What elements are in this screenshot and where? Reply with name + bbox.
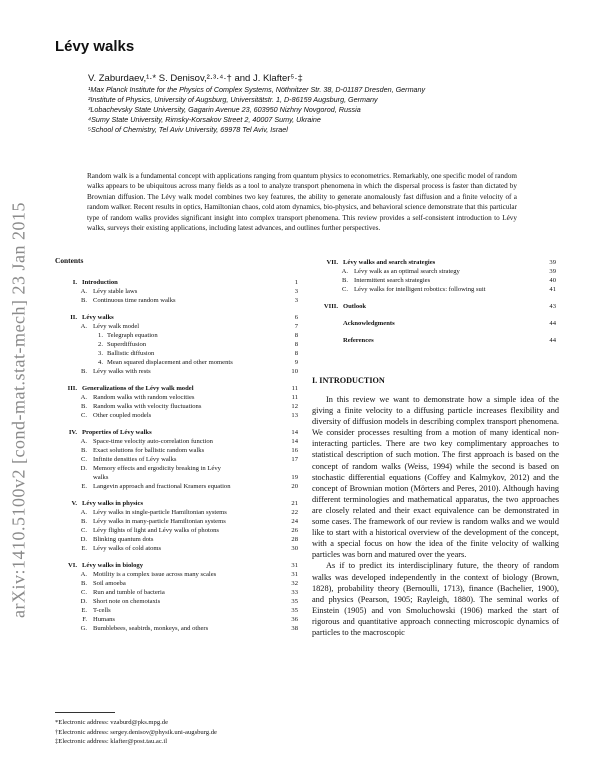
toc-subsection-entry[interactable] [55, 526, 298, 535]
toc-entry-page: 14 [291, 438, 298, 445]
toc-entry-number: E. [81, 483, 87, 490]
toc-subsection-entry[interactable] [55, 624, 298, 633]
toc-entry-page: 26 [291, 527, 298, 534]
section-heading: I. INTRODUCTION [312, 376, 385, 385]
toc-entry-label: Motility is a complex issue across many scales [93, 571, 217, 578]
paper-title: Lévy walks [55, 38, 135, 55]
toc-entry-page: 44 [549, 337, 556, 344]
toc-subsection-entry[interactable] [55, 331, 298, 340]
abstract: Random walk is a fundamental concept with applications ranging from quantum physics to econometrics. Remarkably, one specific model of random walks appears to be ubiquitous across many fields as a tool to analyze transport phenomena in which the dispersal process is faster than dictated by Brownian diffusion. The Lévy walk model combines two key features, the ability to generate anomalously fast diffusion and a finite velocity of a random walker. Recent results in optics, Hamiltonian chaos, cold atom dynamics, bio-physics, and behavioral science demonstrate that this particular type of random walks provides significant insight into complex transport phenomena. This review provides a self-consistent introduction to Lévy walks, surveys their existing applications, including latest advances, and outlines further perspectives. [87, 172, 517, 233]
toc-subsection-entry[interactable] [55, 349, 298, 358]
toc-entry-label: Generalizations of the Lévy walk model [82, 385, 194, 392]
toc-entry-label: Soil amoeba [93, 580, 126, 587]
toc-entry-number: E. [81, 545, 87, 552]
toc-entry-number: B. [80, 368, 87, 375]
toc-subsection-entry[interactable] [55, 482, 298, 491]
toc-entry-page: 19 [291, 474, 298, 481]
arxiv-side-stamp [6, 180, 32, 640]
toc-entry-page: 31 [291, 562, 298, 569]
toc-entry-label: Telegraph equation [107, 332, 158, 339]
toc-entry-page: 10 [291, 368, 298, 375]
toc-entry-page: 38 [291, 625, 298, 632]
toc-entry-label: Lévy walks of cold atoms [93, 545, 162, 552]
toc-entry-label: Lévy walks in physics [82, 500, 144, 507]
toc-subsection-entry[interactable] [55, 508, 298, 517]
toc-entry-label: Memory effects and ergodicity breaking in Lévy [93, 465, 221, 472]
toc-entry-number: 2. [98, 341, 103, 348]
toc-entry-page: 7 [294, 323, 298, 330]
toc-entry-number: B. [80, 447, 87, 454]
toc-entry-page: 20 [291, 483, 298, 490]
footnotes [55, 718, 217, 747]
toc-entry-label: Short note on chemotaxis [93, 598, 161, 605]
toc-entry-label: Intermittent search strategies [354, 277, 431, 284]
toc-section-entry[interactable] [316, 319, 556, 328]
toc-entry-number: G. [80, 625, 87, 632]
toc-entry-label: Run and tumble of bacteria [93, 589, 165, 596]
toc-subsection-entry[interactable] [55, 455, 298, 464]
toc-entry-label: References [343, 337, 374, 344]
affiliation-list [88, 85, 425, 135]
toc-section-entry[interactable] [55, 499, 298, 508]
toc-entry-page: 30 [291, 545, 298, 552]
toc-subsection-entry[interactable] [55, 597, 298, 606]
toc-subsection-entry[interactable] [55, 535, 298, 544]
toc-entry-number: C. [341, 286, 348, 293]
toc-subsection-entry[interactable] [55, 358, 298, 367]
toc-entry-number: B. [80, 580, 87, 587]
toc-entry-number: C. [80, 456, 87, 463]
toc-subsection-entry[interactable] [55, 411, 298, 420]
toc-subsection-entry[interactable] [55, 606, 298, 615]
toc-entry-number: VIII. [323, 303, 338, 310]
toc-section-entry[interactable] [55, 428, 298, 437]
toc-entry-number: 4. [98, 359, 103, 366]
table-of-contents-right [316, 258, 556, 345]
affiliation: ¹Max Planck Institute for the Physics of Complex Systems, Nöthnitzer Str. 38, D-01187 Dresden, Germany [88, 85, 426, 94]
footnote: ‡Electronic address: klafter@post.tau.ac.il [55, 738, 168, 745]
toc-section-entry[interactable] [316, 302, 556, 311]
toc-subsection-entry[interactable] [55, 588, 298, 597]
toc-entry-label: Humans [93, 616, 115, 623]
toc-entry-label-continued: walks [93, 474, 109, 481]
toc-subsection-entry[interactable] [55, 517, 298, 526]
toc-entry-page: 36 [291, 616, 298, 623]
toc-entry-number: C. [80, 589, 87, 596]
toc-subsection-entry[interactable] [55, 437, 298, 446]
toc-entry-label: T-cells [93, 607, 111, 614]
toc-entry-page: 33 [291, 589, 298, 596]
toc-entry-number: C. [80, 527, 87, 534]
affiliation: ⁵School of Chemistry, Tel Aviv University, 69978 Tel Aviv, Israel [88, 125, 288, 134]
footnote-divider [55, 712, 115, 713]
toc-subsection-entry[interactable] [55, 287, 298, 296]
toc-entry-number: VII. [326, 259, 338, 266]
toc-entry-number: V. [71, 500, 77, 507]
toc-entry-page: 17 [291, 456, 298, 463]
toc-entry-label: Lévy walks in biology [82, 562, 144, 569]
affiliation: ²Institute of Physics, University of Augsburg, Universitätstr. 1, D-86159 Augsburg, Germany [88, 95, 378, 104]
toc-entry-page: 31 [291, 571, 298, 578]
toc-section-entry[interactable] [316, 258, 556, 267]
toc-entry-number: F. [82, 616, 87, 623]
arxiv-identifier: arXiv:1410.5100v2 [cond-mat.stat-mech] 23 Jan 2015 [8, 202, 29, 618]
toc-entry-number: C. [80, 412, 87, 419]
toc-entry-number: II. [70, 314, 77, 321]
toc-section-entry[interactable] [55, 313, 298, 322]
toc-section-entry[interactable] [55, 561, 298, 570]
toc-subsection-entry[interactable] [55, 367, 298, 376]
toc-entry-label: Lévy walks in many-particle Hamiltonian systems [93, 518, 226, 525]
toc-entry-label: Blinking quantum dots [93, 536, 154, 543]
toc-subsection-entry[interactable] [55, 579, 298, 588]
toc-entry-label: Acknowledgments [343, 320, 395, 327]
toc-entry-number: 3. [98, 350, 103, 357]
toc-entry-page: 43 [549, 303, 556, 310]
toc-entry-label: Space-time velocity auto-correlation function [93, 438, 213, 445]
toc-entry-label: Langevin approach and fractional Kramers equation [93, 483, 231, 490]
toc-subsection-entry[interactable] [55, 402, 298, 411]
toc-entry-page: 21 [291, 500, 298, 507]
toc-entry-label: Random walks with velocity fluctuations [93, 403, 202, 410]
toc-entry-page: 22 [291, 509, 298, 516]
toc-entry-number: III. [67, 385, 77, 392]
toc-entry-number: A. [80, 288, 87, 295]
toc-entry-page: 8 [294, 332, 298, 339]
paragraph: As if to predict its interdisciplinary future, the theory of random walks was developed independently in the context of biology (Brown, 1828), probability theory (Bernoulli, 1713), finance (Bachelier, 1900), and physics (Pearson, 1905; Rayleigh, 1880). The seminal works of Einstein (1905) and von Smoluchowski (1906) marked the start of rigorous and quantitative approach connecting microscopic dynamics of particles to the macroscopic [312, 561, 559, 637]
toc-entry-label: Ballistic diffusion [107, 350, 155, 357]
toc-entry-label: Lévy stable laws [93, 288, 138, 295]
toc-entry-label: Exact solutions for ballistic random walks [93, 447, 205, 454]
toc-entry-page: 3 [294, 288, 298, 295]
toc-entry-number: VI. [68, 562, 77, 569]
toc-subsection-entry[interactable] [55, 340, 298, 349]
toc-entry-label: Lévy walks with rests [93, 368, 151, 375]
table-of-contents-left [55, 278, 298, 633]
toc-entry-number: B. [80, 403, 87, 410]
toc-entry-label: Outlook [343, 303, 367, 310]
toc-entry-number: A. [341, 268, 348, 275]
toc-entry-number: A. [80, 394, 87, 401]
toc-entry-page: 13 [291, 412, 298, 419]
toc-entry-label: Superdiffusion [107, 341, 147, 348]
toc-entry-number: A. [80, 438, 87, 445]
toc-subsection-entry[interactable] [55, 464, 298, 482]
toc-section-entry[interactable] [55, 384, 298, 393]
toc-section-entry[interactable] [55, 278, 298, 287]
toc-entry-page: 12 [291, 403, 298, 410]
affiliation: ³Lobachevsky State University, Gagarin Avenue 23, 603950 Nizhny Novgorod, Russia [88, 105, 361, 114]
toc-subsection-entry[interactable] [316, 285, 556, 294]
toc-entry-label: Continuous time random walks [93, 297, 176, 304]
toc-entry-page: 14 [291, 429, 298, 436]
author-list: V. Zaburdaev,¹·* S. Denisov,²·³·⁴·† and J. Klafter⁵·‡ [88, 73, 303, 84]
toc-subsection-entry[interactable] [316, 276, 556, 285]
toc-entry-page: 28 [291, 536, 298, 543]
toc-entry-label: Mean squared displacement and other moments [107, 359, 233, 366]
toc-entry-page: 35 [291, 607, 298, 614]
toc-entry-page: 11 [291, 394, 298, 401]
toc-entry-page: 8 [294, 350, 298, 357]
contents-heading: Contents [55, 256, 84, 265]
toc-entry-number: A. [80, 323, 87, 330]
toc-subsection-entry[interactable] [55, 446, 298, 455]
toc-subsection-entry[interactable] [55, 615, 298, 624]
toc-entry-label: Bumblebees, seabirds, monkeys, and others [93, 625, 209, 632]
toc-entry-label: Infinite densities of Lévy walks [93, 456, 177, 463]
toc-entry-page: 3 [294, 297, 298, 304]
toc-subsection-entry[interactable] [55, 322, 298, 331]
toc-entry-page: 41 [549, 286, 556, 293]
toc-entry-number: 1. [98, 332, 103, 339]
toc-entry-label: Lévy walk model [93, 323, 140, 330]
toc-entry-label: Lévy walks in single-particle Hamiltonian systems [93, 509, 227, 516]
toc-entry-label: Lévy walk as an optimal search strategy [354, 268, 460, 275]
toc-entry-label: Other coupled models [93, 412, 152, 419]
toc-entry-label: Lévy walks and search strategies [343, 259, 436, 266]
toc-subsection-entry[interactable] [55, 544, 298, 553]
toc-entry-page: 35 [291, 598, 298, 605]
toc-subsection-entry[interactable] [55, 570, 298, 579]
toc-entry-page: 44 [549, 320, 556, 327]
toc-subsection-entry[interactable] [55, 296, 298, 305]
toc-section-entry[interactable] [316, 336, 556, 345]
toc-entry-label: Lévy walks [82, 314, 114, 321]
toc-entry-page: 40 [549, 277, 556, 284]
toc-entry-page: 9 [294, 359, 298, 366]
toc-entry-page: 11 [291, 385, 298, 392]
toc-entry-number: B. [341, 277, 348, 284]
toc-entry-number: D. [80, 598, 87, 605]
paragraph: In this review we want to demonstrate how a simple idea of the giving a finite velocity to a diffusing particle increases flexibility and diversity of diffusion models in describing complex transport phenomena. We consider processes resulting from a motion of many identical non-interacting particles. There are two key complimentary approaches to statistical description of such motion. The first approach is based on the concept of random walks (Weiss, 1994) while the second is based on stochastic differential equations (Coffey and Kalmykov, 2012) and the concept of Brownian motion (Mörters and Peres, 2010). Although having different terminologies and mathematical apparatus, the two approaches are closely related and their exact equivalence can be demonstrated in some cases. The framework of our review is random walks and we would like to start with a historical overview of the development of the concept, with a special focus on how the idea of the finite velocity of walking particles was born and matured over the years. [312, 395, 559, 560]
toc-entry-number: A. [80, 509, 87, 516]
toc-entry-page: 24 [291, 518, 298, 525]
toc-entry-page: 6 [294, 314, 298, 321]
toc-entry-page: 39 [549, 268, 556, 275]
footnote: †Electronic address: sergey.denisov@physik.uni-augsburg.de [55, 728, 217, 736]
toc-entry-page: 32 [291, 580, 298, 587]
toc-entry-number: IV. [68, 429, 77, 436]
toc-entry-number: B. [80, 518, 87, 525]
toc-entry-label: Properties of Lévy walks [82, 429, 152, 436]
toc-subsection-entry[interactable] [55, 393, 298, 402]
toc-entry-label: Lévy flights of light and Lévy walks of photons [93, 527, 219, 534]
footnote: *Electronic address: vzaburd@pks.mpg.de [55, 719, 169, 726]
toc-entry-page: 1 [294, 279, 298, 286]
toc-entry-number: A. [80, 571, 87, 578]
toc-entry-page: 8 [294, 341, 298, 348]
toc-entry-number: D. [80, 465, 87, 472]
affiliation: ⁴Sumy State University, Rimsky-Korsakov Street 2, 40007 Sumy, Ukraine [88, 115, 321, 124]
toc-entry-page: 39 [549, 259, 556, 266]
toc-entry-number: B. [80, 297, 87, 304]
toc-entry-label: Random walks with random velocities [93, 394, 195, 401]
toc-entry-number: D. [80, 536, 87, 543]
toc-entry-label: Introduction [82, 279, 118, 286]
toc-subsection-entry[interactable] [316, 267, 556, 276]
toc-entry-number: I. [72, 279, 77, 286]
toc-entry-number: E. [81, 607, 87, 614]
toc-entry-label: Lévy walks for intelligent robotics: following suit [354, 286, 486, 293]
introduction-body [312, 394, 559, 638]
toc-entry-page: 16 [291, 447, 298, 454]
